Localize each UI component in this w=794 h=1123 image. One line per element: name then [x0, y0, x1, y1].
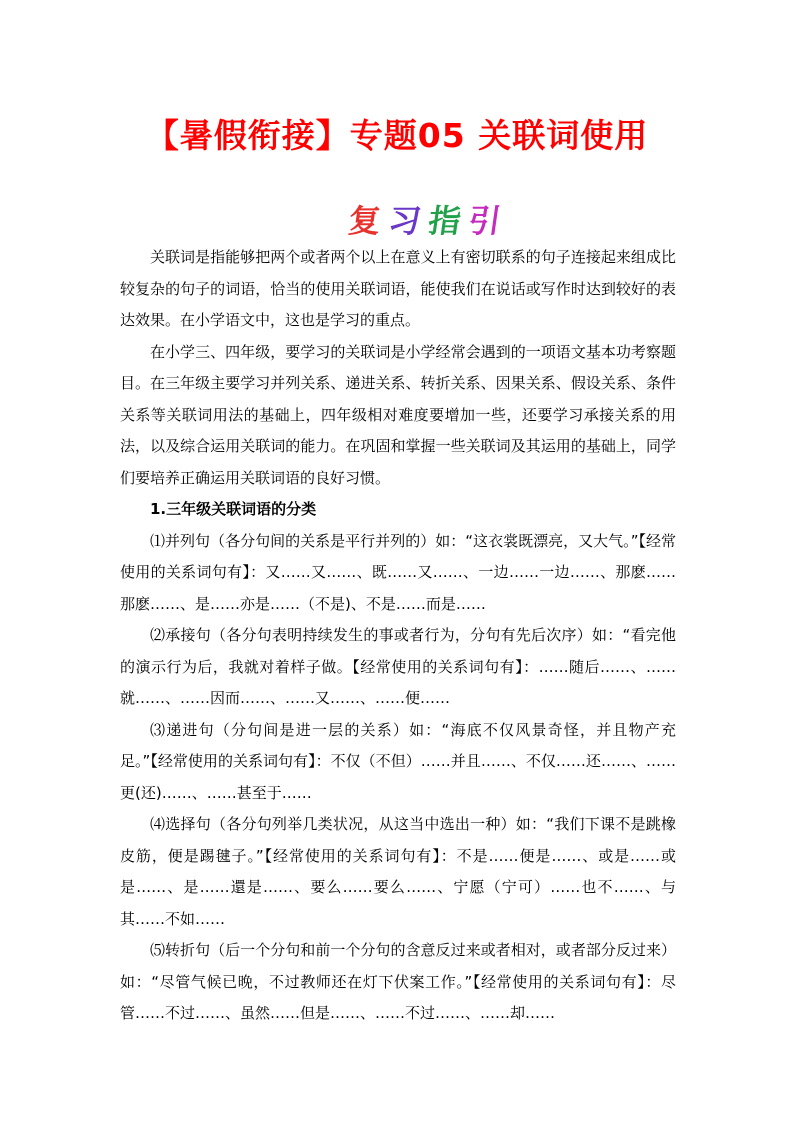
banner-char: 引 — [466, 202, 504, 240]
section-heading: 1.三年级关联词语的分类 — [150, 500, 317, 518]
list-item: ⑸转折句（后一个分句和前一个分句的含意反过来或者相对，或者部分反过来）如：“尽管气候已晚，不过教师还在灯下伏案工作。”【经常使用的关系词句有】：尽管……不过……、虽然……但是……、……不过……、……却…… — [120, 941, 676, 1022]
intro-paragraph: 关联词是指能够把两个或者两个以上在意义上有密切联系的句子连接起来组成比较复杂的句子的词语，恰当的使用关联词语，能使我们在说话或写作时达到较好的表达效果。在小学语文中，这也是学习的重点。 — [120, 248, 676, 329]
intro-paragraph: 在小学三、四年级，要学习的关联词是小学经常会遇到的一项语文基本功考察题目。在三年级主要学习并列关系、递进关系、转折关系、因果关系、假设关系、条件关系等关联词用法的基础上，四年级相对难度要增加一些，还要学习承接关系的用法，以及综合运用关联词的能力。在巩固和掌握一些关联词及其运用的基础上，同学们要培养正确运用关联词语的良好习惯。 — [120, 342, 676, 487]
banner-char: 指 — [426, 202, 464, 240]
list-item: ⑶递进句（分句间是进一层的关系）如：“海底不仅风景奇怪，并且物产充足。”【经常使用的关系词句有】：不仅（不但）……并且……、不仅……还……、……更(还)……、……甚至于…… — [120, 720, 676, 802]
document-title: 【暑假衔接】专题05 关联词使用 — [145, 116, 649, 155]
document-body — [120, 242, 676, 1030]
banner-char: 复 — [346, 202, 384, 240]
list-item: ⑴并列句（各分句间的关系是平行并列的）如：“这衣裳既漂亮，又大气。”【经常使用的关系词句有】：又……又……、既……又……、一边……一边……、那麽……那麽……、是……亦是……（不是)、不是……而是…… — [120, 531, 676, 613]
review-guide-banner — [340, 196, 510, 240]
list-item: ⑷选择句（各分句列举几类状况，从这当中选出一种）如：“我们下课不是跳橡皮筋，便是踢毽子。”【经常使用的关系词句有】：不是……便是……、或是……或是……、是……還是……、要么……要么……、宁愿（宁可）……也不……、与其……不如…… — [120, 815, 676, 928]
list-item: ⑵承接句（各分句表明持续发生的事或者行为，分句有先后次序）如：“看完他的演示行为后，我就对着样子做。【经常使用的关系词句有】：……随后……、……就……、……因而……、……又……、……便…… — [120, 626, 676, 707]
banner-char: 习 — [386, 202, 424, 240]
